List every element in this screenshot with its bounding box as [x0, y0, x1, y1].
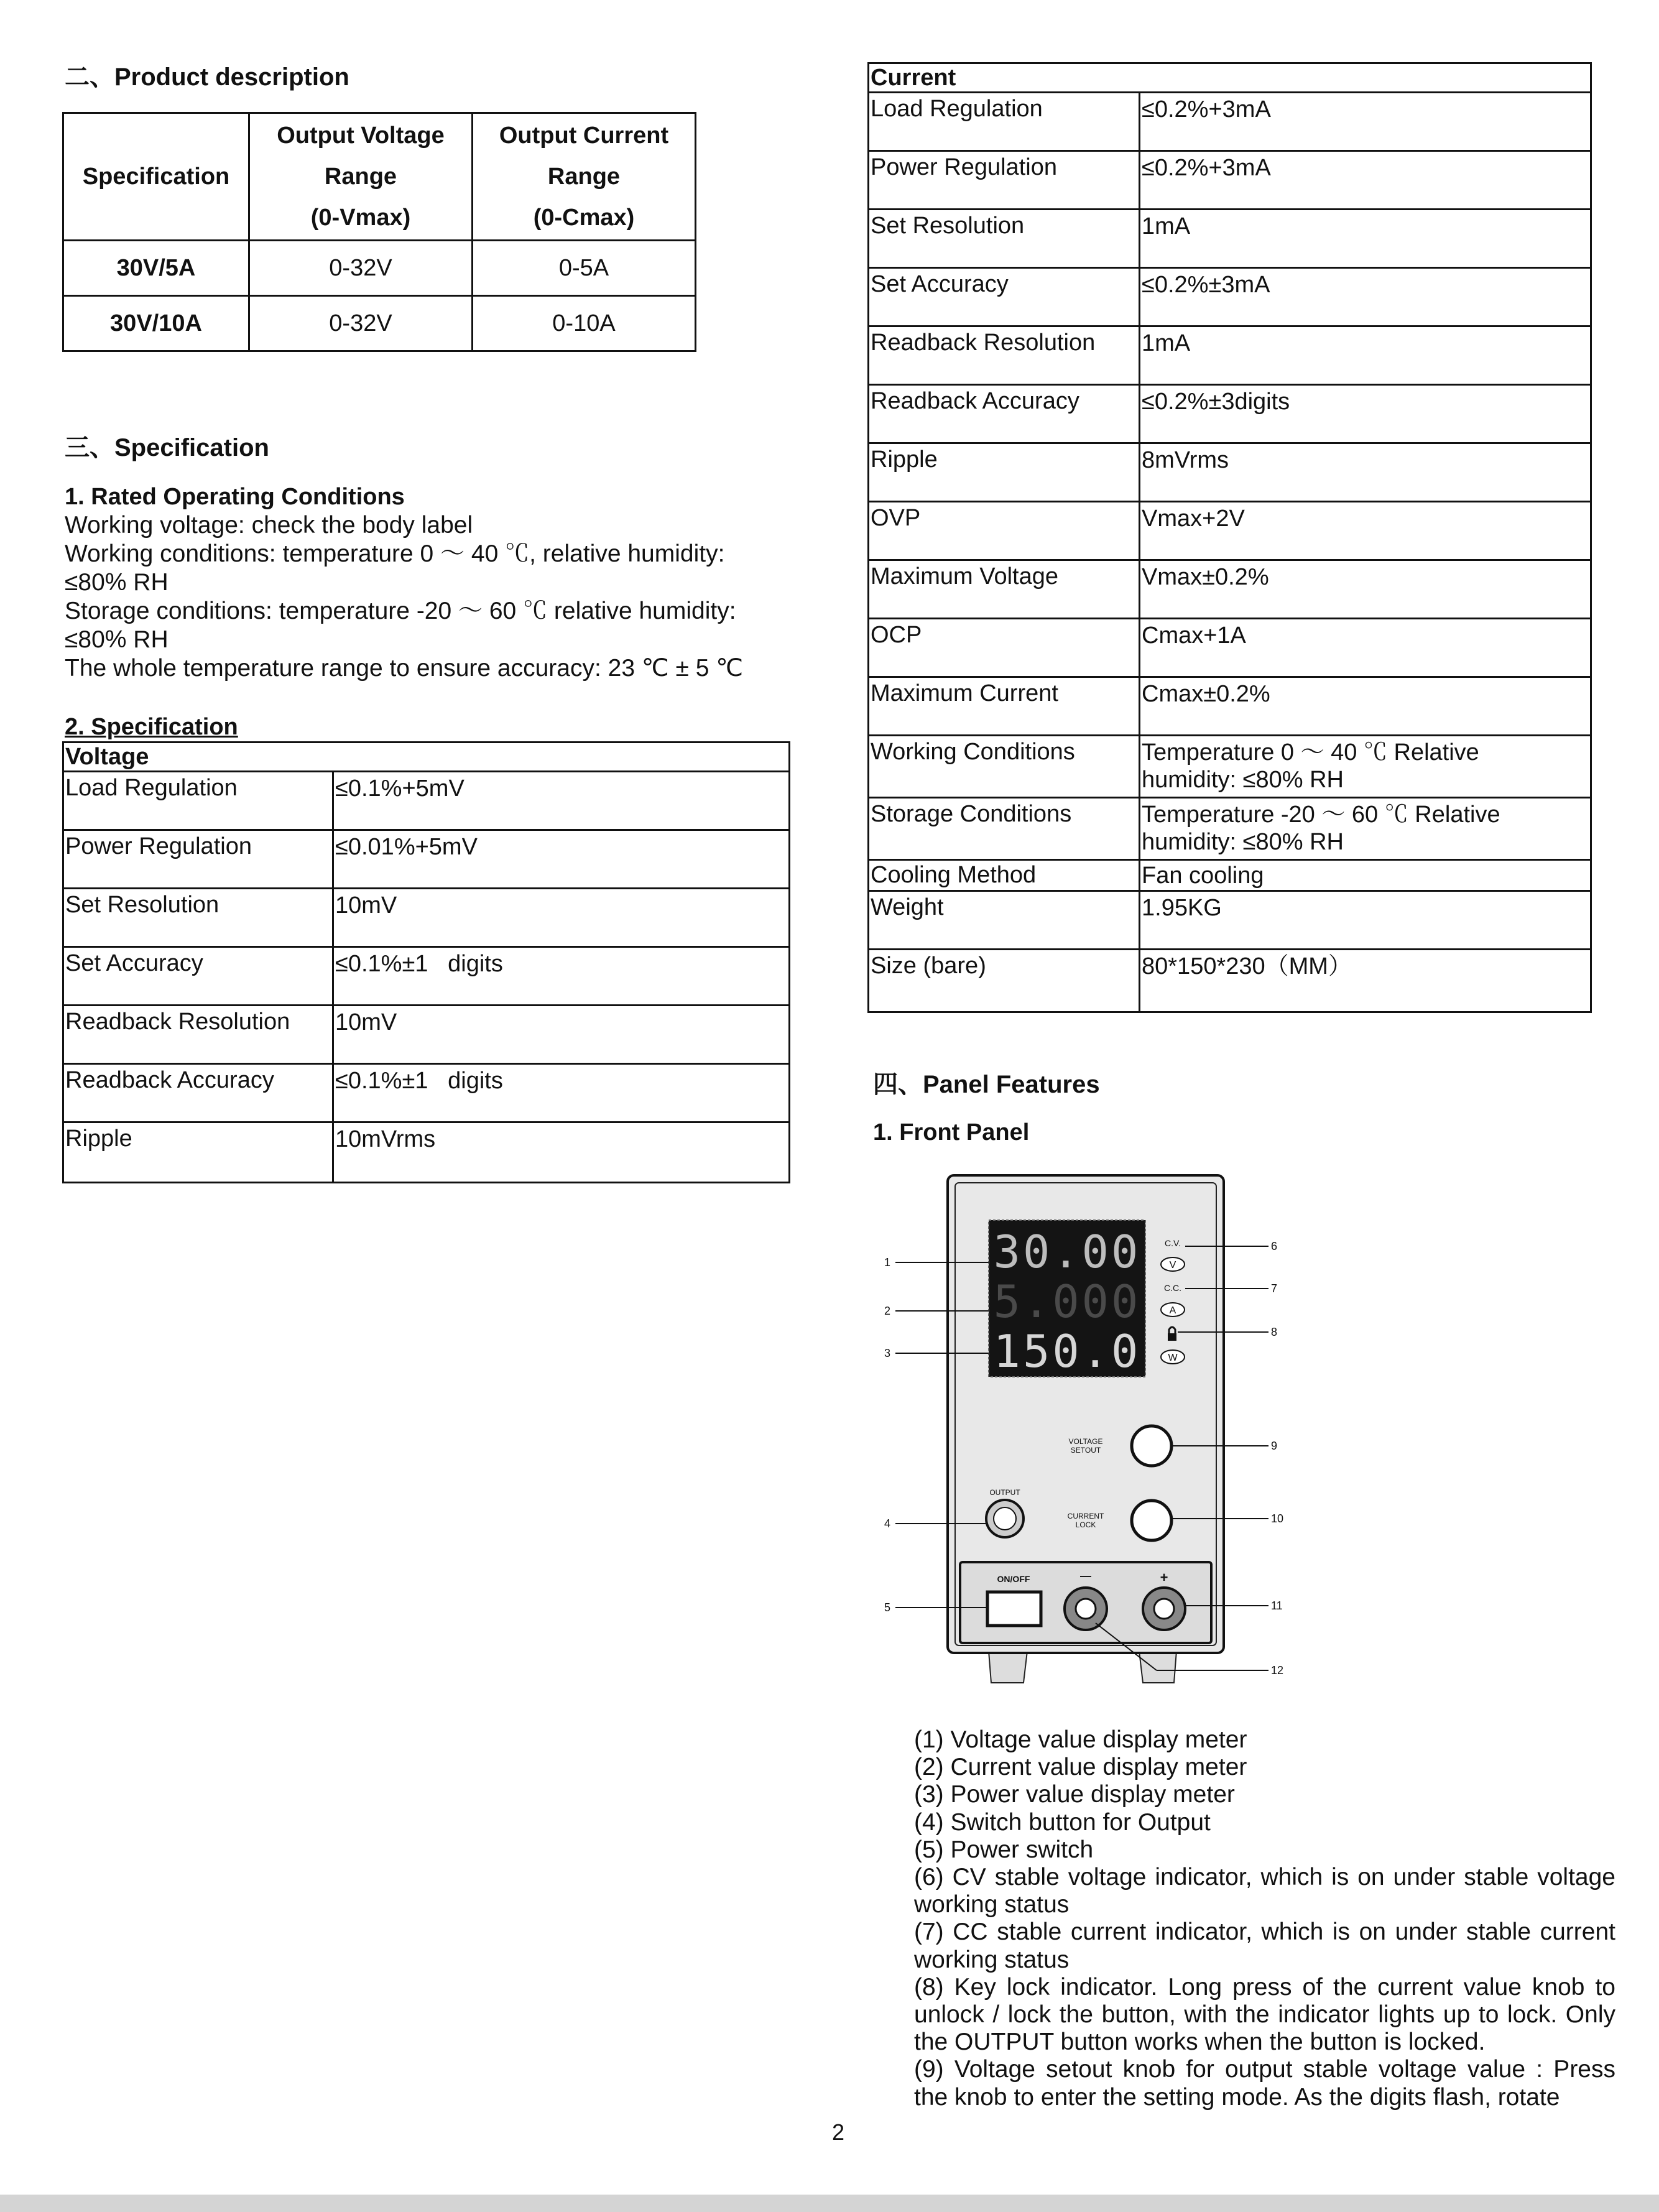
spec-cell: 30V/5A	[63, 241, 249, 296]
table-row	[63, 241, 696, 296]
panel-features-heading: 四、Panel Features	[873, 1071, 1100, 1098]
voltage-knob-label: VOLTAGE	[1068, 1437, 1103, 1446]
table-row: Weight 1.95KG	[869, 892, 1590, 950]
svg-text:LOCK: LOCK	[1075, 1520, 1096, 1529]
svg-text:8: 8	[1271, 1326, 1278, 1338]
table-row: Ripple 10mVrms	[64, 1123, 788, 1182]
svg-text:W: W	[1168, 1353, 1178, 1363]
product-table	[62, 112, 696, 352]
svg-text:11: 11	[1271, 1599, 1283, 1612]
table-row: Readback Resolution 10mV	[64, 1006, 788, 1065]
list-item: (5) Power switch	[914, 1836, 1094, 1863]
voltage-range-cell: 0-32V	[249, 296, 473, 351]
svg-text:SETOUT: SETOUT	[1070, 1446, 1101, 1455]
svg-text:4: 4	[884, 1517, 890, 1530]
table-row: Maximum Voltage Vmax±0.2%	[869, 561, 1590, 619]
table-row: OCP Cmax+1A	[869, 619, 1590, 678]
svg-text:5: 5	[884, 1601, 890, 1614]
power-switch	[987, 1592, 1041, 1626]
table-row: Power Regulation ≤0.2%+3mA	[869, 152, 1590, 210]
table-row: Set Accuracy ≤0.2%±3mA	[869, 269, 1590, 327]
specification-subtitle: 2. Specification	[65, 714, 238, 740]
onoff-label: ON/OFF	[997, 1574, 1030, 1584]
voltage-setout-knob	[1132, 1426, 1171, 1466]
panel-features-list	[914, 1726, 1615, 2111]
svg-text:3: 3	[884, 1347, 890, 1359]
list-item: (7) CC stable current indicator, which is on under stable current working status	[914, 1918, 1615, 1973]
table-row: OVP Vmax+2V	[869, 502, 1590, 561]
list-item: (2) Current value display meter	[914, 1754, 1247, 1781]
svg-text:V: V	[1169, 1260, 1176, 1270]
svg-text:9: 9	[1271, 1440, 1278, 1452]
list-item: (8) Key lock indicator. Long press of the current value knob to unlock / lock the button, with the indicator lights up to lock. Only the OUTPUT button works when the button is locked.	[914, 1973, 1615, 2056]
cv-indicator-label: C.V.	[1165, 1238, 1181, 1248]
header-specification: Specification	[63, 113, 249, 241]
table-row: Working Conditions Temperature 0 ～ 40 ℃ Relative humidity: ≤80% RH	[869, 736, 1590, 798]
front-panel-diagram	[883, 1169, 1287, 1691]
current-lock-knob	[1132, 1501, 1171, 1540]
table-row: Ripple 8mVrms	[869, 444, 1590, 502]
table-row: Power Regulation ≤0.01%+5mV	[64, 831, 788, 889]
table-row: Set Resolution 1mA	[869, 210, 1590, 269]
svg-text:2: 2	[884, 1305, 890, 1317]
table-row: Load Regulation ≤0.1%+5mV	[64, 772, 788, 831]
table-row: Set Resolution 10mV	[64, 889, 788, 948]
list-item: (9) Voltage setout knob for output stable voltage value : Press the knob to enter the setting mode. As the digits flash, rotate	[914, 2056, 1615, 2111]
product-description-heading: 二、Product description	[65, 63, 349, 91]
table-row: Readback Accuracy ≤0.1%±1 digits	[64, 1065, 788, 1123]
cc-indicator-label: C.C.	[1164, 1283, 1181, 1293]
specification-heading: 三、Specification	[65, 434, 269, 461]
list-item: (6) CV stable voltage indicator, which is on under stable voltage working status	[914, 1864, 1615, 1918]
svg-text:12: 12	[1271, 1664, 1284, 1677]
table-row: Readback Accuracy ≤0.2%±3digits	[869, 386, 1590, 444]
device-feet	[989, 1651, 1176, 1683]
current-spec-table	[867, 62, 1592, 1013]
list-item: (1) Voltage value display meter	[914, 1726, 1247, 1753]
table-row: Load Regulation ≤0.2%+3mA	[869, 93, 1590, 152]
header-output-voltage: Output Voltage Range (0-Vmax)	[249, 113, 473, 241]
front-panel-title: 1. Front Panel	[873, 1119, 1030, 1145]
voltage-range-cell: 0-32V	[249, 241, 473, 296]
current-knob-label: CURRENT	[1067, 1512, 1104, 1520]
scan-bottom-edge	[0, 2195, 1659, 2212]
header-output-current: Output Current Range (0-Cmax)	[473, 113, 696, 241]
table-row	[63, 296, 696, 351]
voltage-display: 30.00	[993, 1226, 1141, 1278]
output-label: OUTPUT	[989, 1488, 1020, 1497]
svg-text:10: 10	[1271, 1512, 1284, 1525]
svg-text:7: 7	[1271, 1282, 1278, 1295]
page-number: 2	[832, 2119, 845, 2145]
current-range-cell: 0-10A	[473, 296, 696, 351]
table-row: Maximum Current Cmax±0.2%	[869, 678, 1590, 736]
power-display: 150.0	[993, 1325, 1141, 1377]
table-row: Set Accuracy ≤0.1%±1 digits	[64, 948, 788, 1006]
rated-conditions-text: Working voltage: check the body label Working conditions: temperature 0 ～ 40 ℃, relative humidity: ≤80% RH Storage conditions: temperature -20 ～ 60 ℃ relative humidity: ≤80% RH The whole temperature range to ensure accuracy: 23 ℃ ± 5 ℃	[65, 512, 744, 682]
current-display: 5.000	[993, 1275, 1141, 1328]
svg-text:A: A	[1169, 1305, 1176, 1316]
current-table-header: Current	[869, 64, 1590, 93]
table-row: Cooling Method Fan cooling	[869, 861, 1590, 892]
table-row: Storage Conditions Temperature -20 ～ 60 ℃ Relative humidity: ≤80% RH	[869, 798, 1590, 861]
svg-text:1: 1	[884, 1256, 890, 1269]
plus-label: +	[1160, 1570, 1168, 1585]
rated-conditions-title: 1. Rated Operating Conditions	[65, 484, 405, 510]
product-table-header	[63, 113, 696, 241]
list-item: (4) Switch button for Output	[914, 1808, 1211, 1836]
list-item: (3) Power value display meter	[914, 1781, 1235, 1808]
minus-label: —	[1080, 1570, 1091, 1582]
spec-cell: 30V/10A	[63, 296, 249, 351]
voltage-spec-table	[62, 741, 790, 1183]
svg-text:6: 6	[1271, 1240, 1278, 1252]
table-row: Size (bare) 80*150*230（MM）	[869, 950, 1590, 1011]
voltage-table-header: Voltage	[64, 743, 788, 772]
table-row: Readback Resolution 1mA	[869, 327, 1590, 386]
current-range-cell: 0-5A	[473, 241, 696, 296]
